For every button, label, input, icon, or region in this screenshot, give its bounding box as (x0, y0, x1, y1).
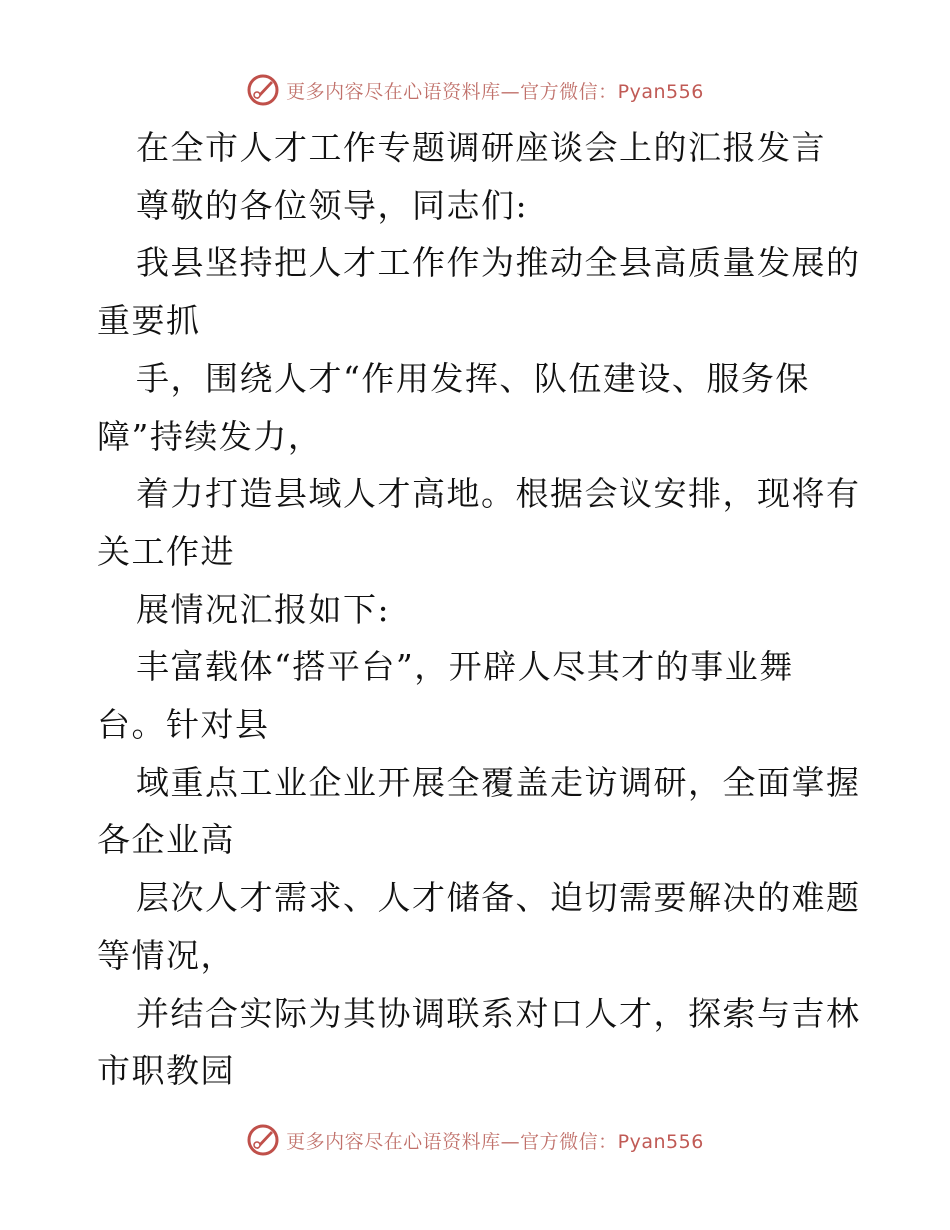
paragraph-line: 着力打造县域人才高地。根据会议安排，现将有 (136, 474, 861, 514)
paragraph-line: 障”持续发力， (97, 416, 323, 456)
paragraph-line: 市职教园 (97, 1051, 235, 1091)
quill-logo-icon (246, 73, 280, 107)
paragraph-line: 展情况汇报如下: (136, 589, 391, 629)
paragraph-line: 台。针对县 (97, 705, 270, 744)
paragraph-line: 丰富载体“搭平台”，开辟人尽其才的事业舞 (136, 647, 794, 687)
paragraph-line: 层次人才需求、人才储备、迫切需要解决的难题 (136, 878, 861, 918)
paragraph-line: 手，围绕人才“作用发挥、队伍建设、服务保 (136, 358, 810, 398)
watermark-text (286, 77, 704, 104)
watermark-wechat-id: Pyan556 (617, 1130, 704, 1153)
watermark-label: 更多内容尽在心语资料库—官方微信： (286, 80, 618, 103)
paragraph-line: 域重点工业企业开展全覆盖走访调研，全面掌握 (136, 762, 861, 802)
paragraph-line: 尊敬的各位领导，同志们: (136, 185, 529, 225)
paragraph-line: 我县坚持把人才工作作为推动全县高质量发展的 (136, 243, 861, 283)
paragraph-line: 重要抓 (97, 301, 201, 341)
quill-logo-icon (246, 1123, 280, 1157)
watermark-label: 更多内容尽在心语资料库—官方微信： (286, 1130, 618, 1153)
watermark-footer (0, 1120, 950, 1160)
paragraph-line: 关工作进 (97, 531, 235, 571)
watermark-header (0, 70, 950, 110)
paragraph-line: 在全市人才工作专题调研座谈会上的汇报发言 (136, 128, 826, 167)
watermark-wechat-id: Pyan556 (617, 80, 704, 103)
paragraph-line: 各企业高 (97, 820, 235, 860)
paragraph-line: 并结合实际为其协调联系对口人才，探索与吉林 (136, 993, 861, 1033)
paragraph-line: 等情况， (97, 935, 235, 975)
watermark-text (286, 1127, 704, 1154)
